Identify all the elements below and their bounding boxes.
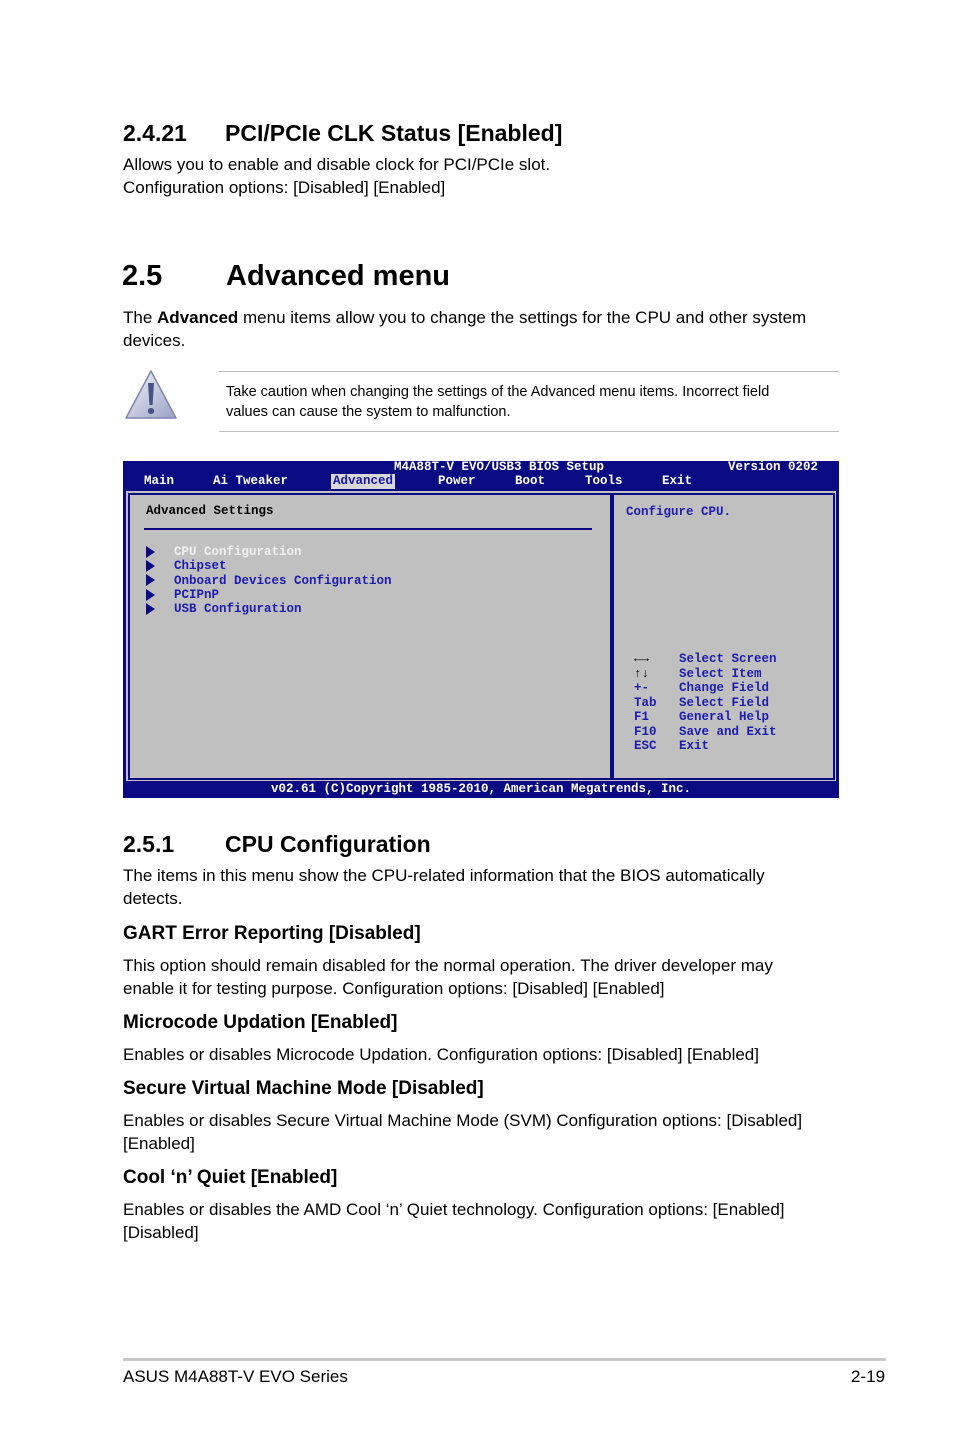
bios-menu-bar — [123, 474, 839, 489]
section-2-5-1-heading — [123, 831, 431, 858]
section-2-5-1-text — [123, 864, 765, 910]
bios-title: M4A88T-V EVO/USB3 BIOS Setup — [394, 460, 605, 474]
bios-menu-ai-tweaker[interactable]: Ai Tweaker — [213, 474, 289, 488]
bios-title-bar — [123, 461, 839, 474]
key-action: General Help — [679, 710, 770, 724]
footer-rule — [123, 1358, 886, 1361]
bios-item[interactable] — [146, 602, 392, 616]
bios-item[interactable] — [146, 545, 392, 559]
paragraph-line: devices. — [123, 331, 186, 350]
bios-menu-advanced[interactable]: Advanced — [333, 474, 394, 488]
bios-menu-exit[interactable]: Exit — [662, 474, 693, 488]
bios-item[interactable] — [146, 559, 392, 573]
paragraph-line: Enables or disables Secure Virtual Machine Mode (SVM) Configuration options: [Disabled] — [123, 1111, 803, 1130]
option-heading: Microcode Updation [Enabled] — [123, 1012, 398, 1033]
footer-page-number: 2-19 — [851, 1367, 886, 1386]
bios-screen — [123, 461, 839, 798]
key-label: ESC — [634, 739, 657, 753]
section-2-5-heading — [122, 260, 450, 293]
section-title: Advanced menu — [226, 260, 450, 292]
intro-bold: Advanced — [157, 308, 239, 327]
option-heading: Cool ‘n’ Quiet [Enabled] — [123, 1167, 338, 1188]
key-row — [634, 696, 777, 711]
key-row — [634, 725, 777, 740]
key-action: Select Field — [679, 695, 770, 710]
key-action: Save and Exit — [679, 724, 777, 739]
submenu-arrow-icon — [146, 546, 155, 558]
bios-menu-main[interactable]: Main — [144, 474, 175, 488]
key-row — [634, 710, 777, 725]
section-number: 2.4.21 — [123, 120, 187, 146]
bios-version: Version 0202 — [728, 460, 819, 474]
key-row — [634, 652, 777, 667]
paragraph-line: detects. — [123, 889, 183, 908]
submenu-arrow-icon — [146, 574, 155, 586]
bios-item-label: Onboard Devices Configuration — [174, 573, 392, 588]
intro-text: The — [123, 308, 158, 327]
key-action: Select Screen — [679, 652, 777, 666]
bios-help-text: Configure CPU. — [626, 505, 732, 519]
paragraph-line: Configuration options: [Disabled] [Enabled] — [123, 178, 446, 197]
bios-menu-power[interactable]: Power — [438, 474, 476, 488]
key-label: ←→ — [634, 652, 650, 666]
key-label: Tab — [634, 695, 657, 710]
section-2-4-21-heading — [123, 120, 562, 147]
caution-text — [226, 382, 826, 422]
paragraph-line: Enables or disables Microcode Updation. Configuration options: [Disabled] [Enabled] — [123, 1045, 759, 1064]
bios-menu-boot[interactable]: Boot — [515, 474, 546, 488]
bios-item-label: Chipset — [174, 559, 227, 574]
section-title: PCI/PCIe CLK Status [Enabled] — [225, 120, 563, 146]
submenu-arrow-icon — [146, 589, 155, 601]
paragraph-line: [Enabled] — [123, 1134, 195, 1153]
option-text — [123, 954, 773, 1000]
caution-line: values can cause the system to malfunction. — [226, 404, 511, 420]
bios-item[interactable] — [146, 588, 392, 602]
bios-copyright: v02.61 (C)Copyright 1985-2010, American Megatrends, Inc. — [270, 782, 692, 796]
key-label: ↑↓ — [634, 666, 650, 681]
key-row — [634, 667, 777, 682]
paragraph-line — [123, 306, 843, 329]
option-heading: GART Error Reporting [Disabled] — [123, 923, 421, 944]
submenu-arrow-icon — [146, 560, 155, 572]
bios-right-panel — [612, 493, 835, 780]
key-row — [634, 739, 777, 754]
key-action: Change Field — [679, 681, 770, 695]
note-top-rule — [219, 371, 839, 372]
key-label: +- — [634, 681, 650, 695]
key-row — [634, 681, 777, 696]
bios-left-heading: Advanced Settings — [146, 504, 274, 518]
option-heading: Secure Virtual Machine Mode [Disabled] — [123, 1078, 484, 1099]
caution-line: Take caution when changing the settings of the Advanced menu items. Incorrect field — [226, 384, 770, 400]
bios-item-label: CPU Configuration — [174, 545, 302, 559]
note-bottom-rule — [219, 431, 839, 432]
section-2-4-21-text — [123, 153, 550, 199]
section-number: 2.5.1 — [123, 831, 175, 857]
bios-key-legend — [634, 652, 777, 754]
bios-item-list — [146, 545, 392, 616]
paragraph-line: Allows you to enable and disable clock for PCI/PCIe slot. — [123, 155, 551, 174]
section-2-5-intro — [123, 306, 843, 352]
key-action: Exit — [679, 739, 710, 753]
bios-left-panel — [128, 493, 612, 780]
bios-item[interactable] — [146, 574, 392, 588]
caution-icon — [124, 369, 178, 421]
bios-menu-tools[interactable]: Tools — [585, 474, 623, 488]
paragraph-line: Enables or disables the AMD Cool ‘n’ Quiet technology. Configuration options: [Enabled] — [123, 1200, 785, 1219]
option-text — [123, 1109, 802, 1155]
paragraph-line: [Disabled] — [123, 1223, 199, 1242]
intro-text: menu items allow you to change the settings for the CPU and other system — [238, 308, 807, 327]
option-text — [123, 1198, 785, 1244]
paragraph-line: enable it for testing purpose. Configuration options: [Disabled] [Enabled] — [123, 979, 665, 998]
key-label: F1 — [634, 710, 650, 724]
paragraph-line: This option should remain disabled for the normal operation. The driver developer may — [123, 956, 773, 975]
footer-product: ASUS M4A88T-V EVO Series — [123, 1367, 348, 1386]
option-text — [123, 1043, 759, 1066]
bios-heading-rule — [144, 528, 592, 530]
submenu-arrow-icon — [146, 603, 155, 615]
section-title: CPU Configuration — [225, 831, 431, 857]
paragraph-line: The items in this menu show the CPU-related information that the BIOS automatically — [123, 866, 765, 885]
key-action: Select Item — [679, 666, 762, 681]
bios-item-label: PCIPnP — [174, 587, 220, 602]
bios-item-label: USB Configuration — [174, 602, 302, 617]
section-number: 2.5 — [122, 260, 163, 292]
key-label: F10 — [634, 724, 657, 739]
